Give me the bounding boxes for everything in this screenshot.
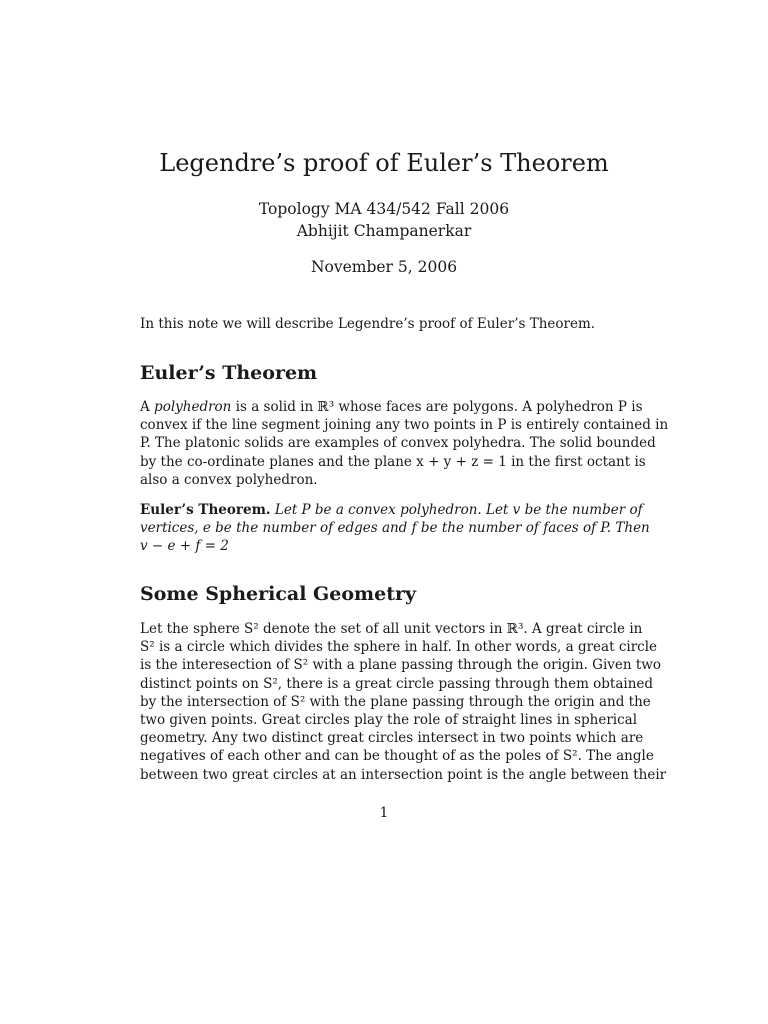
author-line: Abhijit Champanerkar [296,222,472,240]
page-number: 1 [379,805,389,821]
paragraph-line: vertices, e be the number of edges and f be the number of faces of P. Then [140,520,650,537]
date-line: November 5, 2006 [310,258,458,276]
paragraph-line: geometry. Any two distinct great circles intersect in two points which are [140,730,644,747]
paragraph-line: is the interesection of S² with a plane passing through the origin. Given two [140,657,661,674]
intro-paragraph: In this note we will describe Legendre’s proof of Euler’s Theorem. [140,316,596,332]
spherical-geometry-paragraph [140,620,667,784]
course-line: Topology MA 434/542 Fall 2006 [258,200,510,218]
paragraph-line: P. The platonic solids are examples of convex polyhedra. The solid bounded [140,435,656,452]
section-heading-eulers-theorem: Euler’s Theorem [140,362,318,384]
paragraph-line: by the intersection of S² with the plane passing through the origin and the [140,693,651,710]
paragraph-line: negatives of each other and can be thought of as the poles of S². The angle [140,748,654,765]
paragraph-line: Let the sphere S² denote the set of all unit vectors in ℝ³. A great circle in [140,621,643,637]
paragraph-line: two given points. Great circles play the role of straight lines in spherical [140,711,638,728]
section-heading-spherical-geometry: Some Spherical Geometry [140,583,417,605]
paragraph-line: A polyhedron is a solid in ℝ³ whose faces are polygons. A polyhedron P is [140,399,643,415]
paragraph-line: S² is a circle which divides the sphere in half. In other words, a great circle [140,639,658,656]
paragraph-line: also a convex polyhedron. [140,471,318,488]
theorem-statement [140,501,650,556]
paragraph-line: by the co-ordinate planes and the plane x + y + z = 1 in the first octant is [140,453,646,470]
theorem-label: Euler’s Theorem. [140,502,271,518]
paragraph-line: convex if the line segment joining any two points in P is entirely contained in [140,417,669,434]
paragraph-line: Euler’s Theorem. Let P be a convex polyhedron. Let v be the number of [140,502,643,518]
document-title: Legendre’s proof of Euler’s Theorem [159,149,609,177]
paragraph-line: between two great circles at an intersection point is the angle between their [140,766,667,783]
paragraph-line: distinct points on S², there is a great circle passing through them obtained [140,675,654,692]
emphasis-term: polyhedron [154,399,232,415]
paragraph-line: v − e + f = 2 [140,538,229,555]
polyhedron-definition-paragraph [140,398,669,489]
